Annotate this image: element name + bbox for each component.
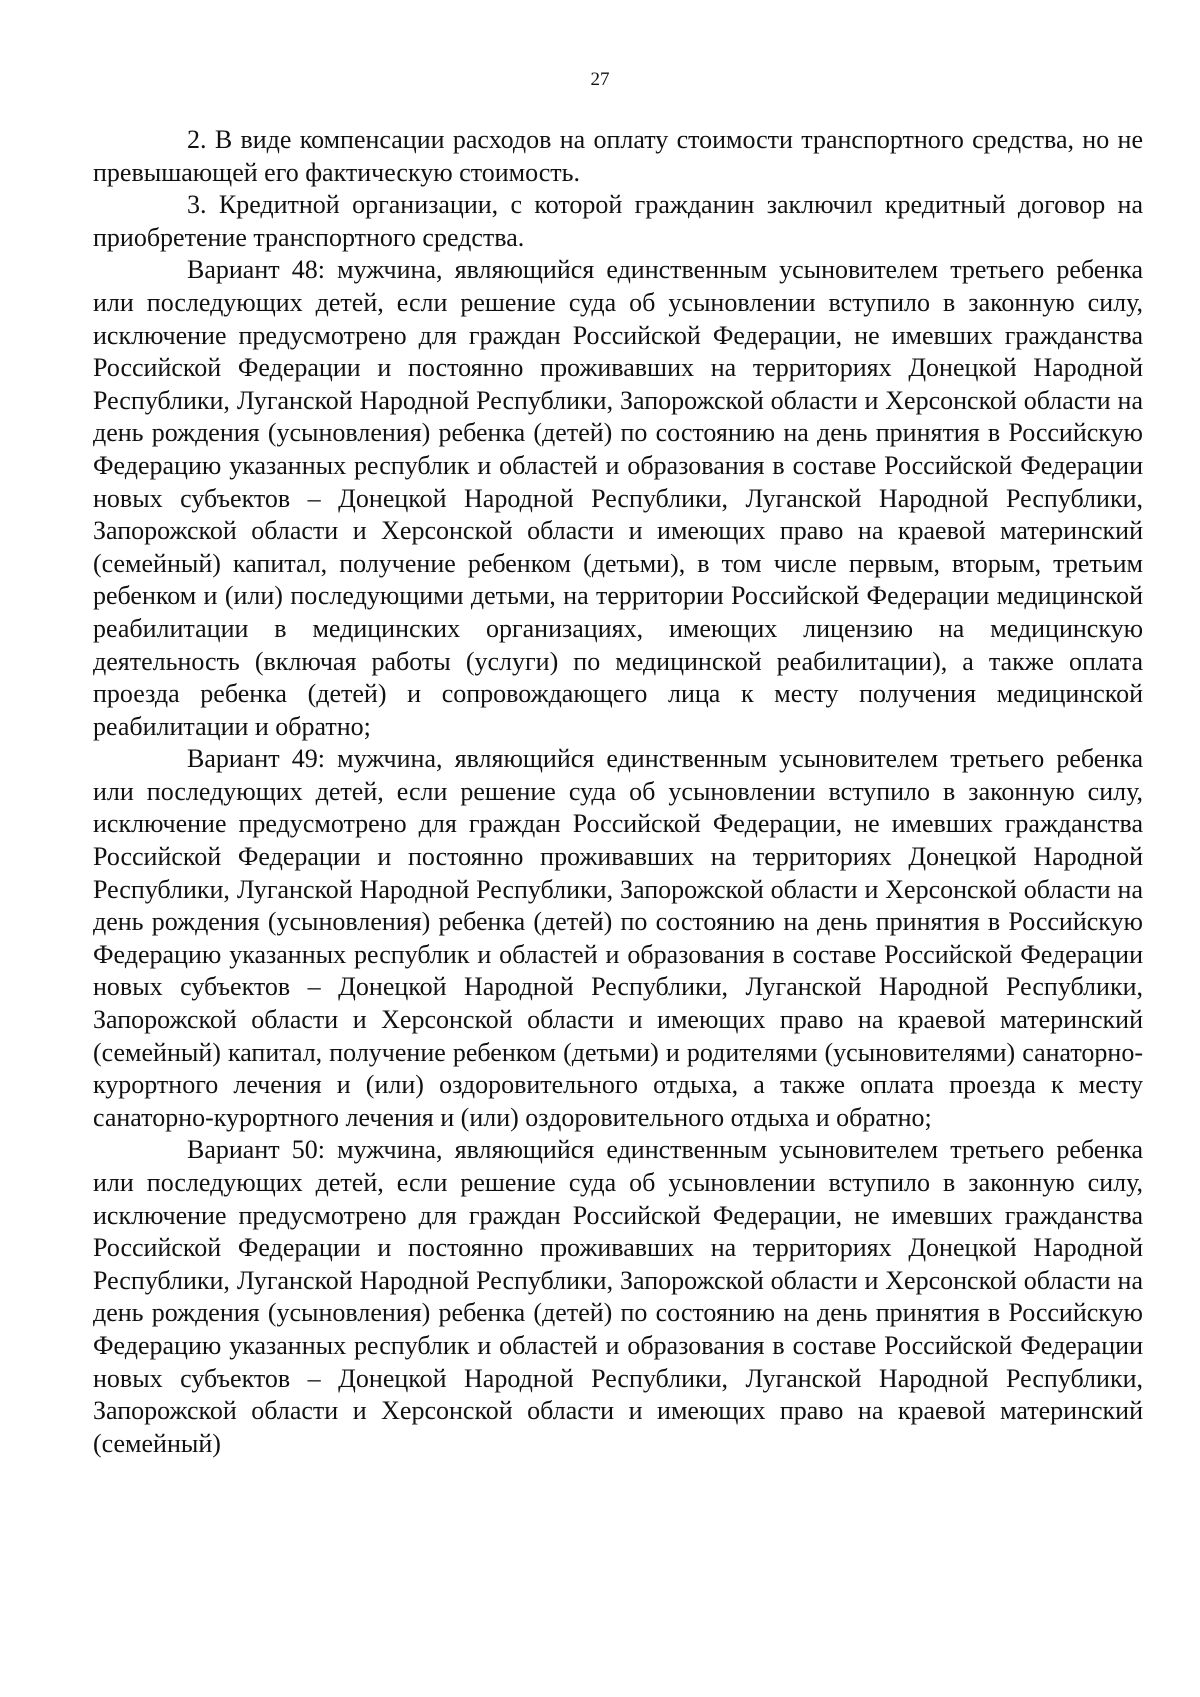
paragraph-variant-48: Вариант 48: мужчина, являющийся единственным усыновителем третьего ребенка или последующих детей, если решение суда об усыновлении вступило в законную силу, исключение предусмотрено для граждан Российской Федерации, не имевших гражданства Российской Федерации и постоянно проживавших на территориях Донецкой Народной Республики, Луганской Народной Республики, Запорожской области и Херсонской области на день рождения (усыновления) ребенка (детей) по состоянию на день принятия в Российскую Федерацию указанных республик и областей и образования в составе Российской Федерации новых субъектов – Донецкой Народной Республики, Луганской Народной Республики, Запорожской области и Херсонской области и имеющих право на краевой материнский (семейный) капитал, получение ребенком (детьми), в том числе первым, вторым, третьим ребенком и (или) последующими детьми, на территории Российской Федерации медицинской реабилитации в медицинских организациях, имеющих лицензию на медицинскую деятельность (включая работы (услуги) по медицинской реабилитации), а также оплата проезда ребенка (детей) и сопровождающего лица к месту получения медицинской реабилитации и обратно; <box>93 255 1143 741</box>
paragraph-compensation: 2. В виде компенсации расходов на оплату стоимости транспортного средства, но не превышающей его фактическую стоимость. <box>93 125 1143 187</box>
document-body <box>93 124 1143 1460</box>
paragraph-variant-50: Вариант 50: мужчина, являющийся единственным усыновителем третьего ребенка или последующих детей, если решение суда об усыновлении вступило в законную силу, исключение предусмотрено для граждан Российской Федерации, не имевших гражданства Российской Федерации и постоянно проживавших на территориях Донецкой Народной Республики, Луганской Народной Республики, Запорожской области и Херсонской области на день рождения (усыновления) ребенка (детей) по состоянию на день принятия в Российскую Федерацию указанных республик и областей и образования в составе Российской Федерации новых субъектов – Донецкой Народной Республики, Луганской Народной Республики, Запорожской области и Херсонской области и имеющих право на краевой материнский (семейный) <box>93 1135 1143 1458</box>
paragraph-credit-organization: 3. Кредитной организации, с которой гражданин заключил кредитный договор на приобретение транспортного средства. <box>93 190 1143 252</box>
page-number: 27 <box>590 69 610 90</box>
paragraph-variant-49: Вариант 49: мужчина, являющийся единственным усыновителем третьего ребенка или последующих детей, если решение суда об усыновлении вступило в законную силу, исключение предусмотрено для граждан Российской Федерации, не имевших гражданства Российской Федерации и постоянно проживавших на территориях Донецкой Народной Республики, Луганской Народной Республики, Запорожской области и Херсонской области на день рождения (усыновления) ребенка (детей) по состоянию на день принятия в Российскую Федерацию указанных республик и областей и образования в составе Российской Федерации новых субъектов – Донецкой Народной Республики, Луганской Народной Республики, Запорожской области и Херсонской области и имеющих право на краевой материнский (семейный) капитал, получение ребенком (детьми) и родителями (усыновителями) санаторно-курортного лечения и (или) оздоровительного отдыха, а также оплата проезда к месту санаторно-курортного лечения и (или) оздоровительного отдыха и обратно; <box>93 744 1143 1132</box>
